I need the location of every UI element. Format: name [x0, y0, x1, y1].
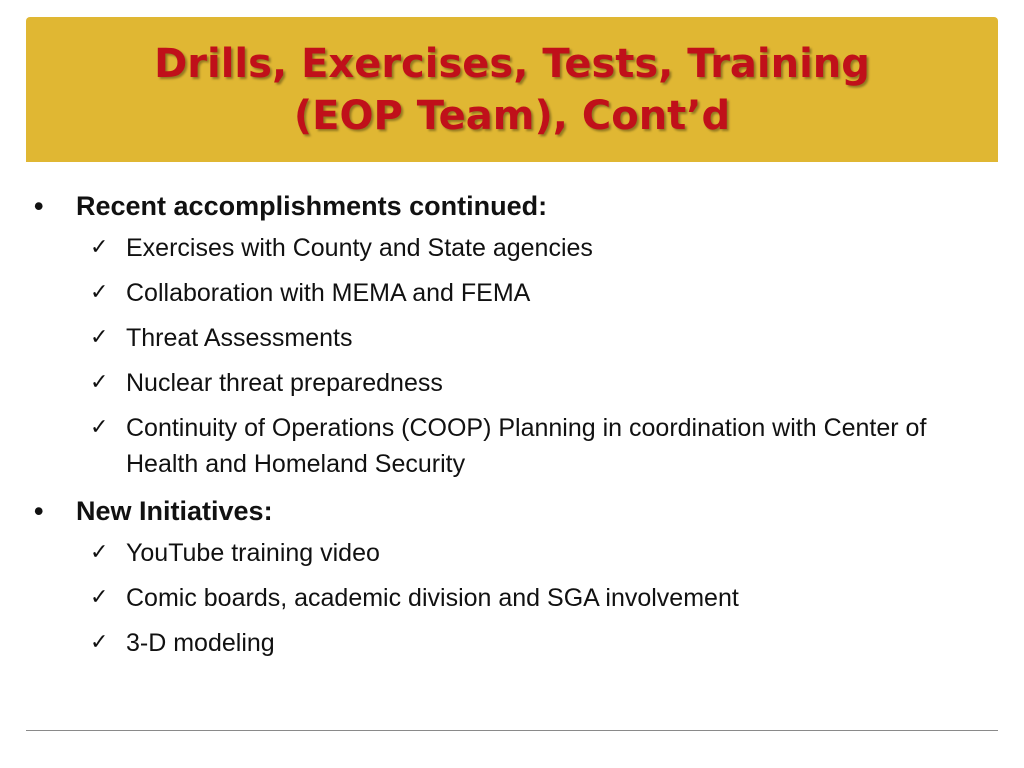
list-item — [0, 410, 1024, 482]
slide-title — [42, 38, 982, 142]
footer-divider — [26, 730, 998, 731]
bullet-new-initiatives — [0, 491, 1024, 531]
list-item-text: Continuity of Operations (COOP) Planning in coordination with Center of Health and Homeland Security — [126, 414, 927, 478]
bullet-recent-accomplishments — [0, 186, 1024, 226]
list-item — [0, 580, 1024, 616]
slide-content — [0, 186, 1024, 670]
sub-list-new-initiatives — [0, 535, 1024, 661]
checkmark-icon: ✓ — [90, 370, 109, 395]
bullet-dot-icon: • — [34, 191, 44, 221]
checkmark-icon: ✓ — [90, 585, 109, 610]
list-item-text: Nuclear threat preparedness — [126, 369, 443, 397]
list-item — [0, 365, 1024, 401]
list-item-text: Exercises with County and State agencies — [126, 234, 593, 262]
list-item-text: YouTube training video — [126, 539, 380, 567]
list-item-text: 3-D modeling — [126, 629, 275, 657]
checkmark-icon: ✓ — [90, 415, 109, 440]
bullet-heading: Recent accomplishments continued: — [76, 191, 548, 221]
list-item — [0, 230, 1024, 266]
title-banner — [26, 17, 998, 162]
list-item-text: Threat Assessments — [126, 324, 353, 352]
checkmark-icon: ✓ — [90, 235, 109, 260]
slide-title-line-1: Drills, Exercises, Tests, Training — [154, 40, 870, 87]
bullet-dot-icon: • — [34, 496, 44, 526]
checkmark-icon: ✓ — [90, 280, 109, 305]
list-item — [0, 625, 1024, 661]
bullet-heading: New Initiatives: — [76, 496, 273, 526]
slide-title-line-2: (EOP Team), Cont’d — [293, 92, 731, 139]
checkmark-icon: ✓ — [90, 325, 109, 350]
list-item-text: Collaboration with MEMA and FEMA — [126, 279, 531, 307]
list-item-text: Comic boards, academic division and SGA involvement — [126, 584, 739, 612]
list-item — [0, 535, 1024, 571]
list-item — [0, 275, 1024, 311]
checkmark-icon: ✓ — [90, 630, 109, 655]
sub-list-recent-accomplishments — [0, 230, 1024, 482]
list-item — [0, 320, 1024, 356]
checkmark-icon: ✓ — [90, 540, 109, 565]
